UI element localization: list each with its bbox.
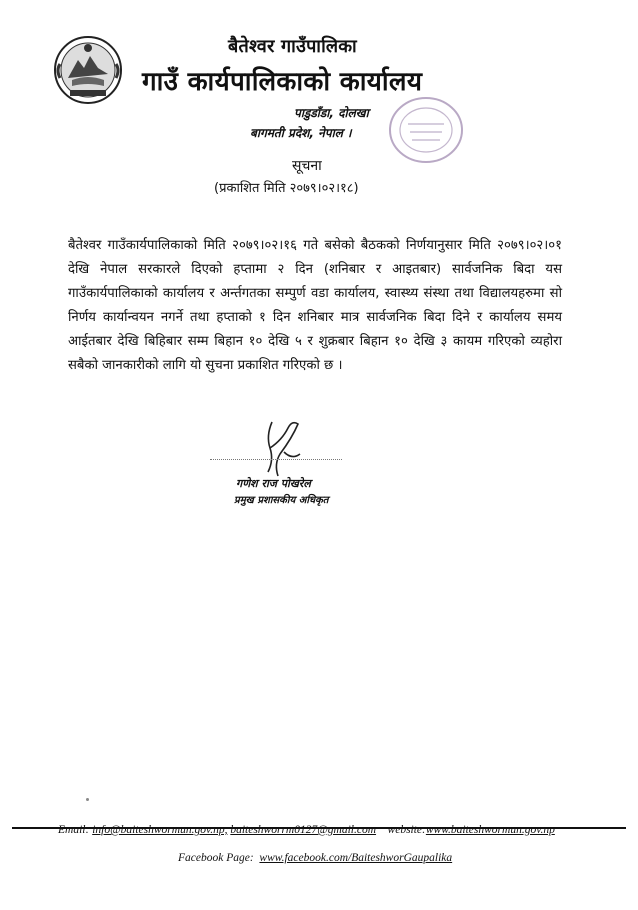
speck [86,798,89,801]
published-date: (प्रकाशित मिति २०७९।०२।१८) [214,181,359,196]
email-label: Email: [58,824,90,836]
municipality-name: बैतेश्वर गाउँपालिका [228,36,357,57]
website-label: website: [387,824,426,836]
website-link[interactable]: www.baiteshwormun.gov.np [425,824,555,836]
email-link-2[interactable]: baiteshworrm0127@gmail.com [230,824,377,836]
address-line-2: बागमती प्रदेश, नेपाल । [250,126,352,140]
notice-body [68,234,562,378]
office-stamp [386,94,466,166]
contact-line [58,824,555,836]
notice-paragraph: बैतेश्वर गाउँकार्यपालिकाको मिति २०७९।०२।१६ गते बसेको बैठकको निर्णयानुसार मिति २०७९।०२।०१ देखि नेपाल सरकारले दिएको हप्तामा २ दिन (शनिबार र आइतबार) सार्वजनिक बिदा यस गाउँकार्यपालिकाको कार्यालय र अर्न्तगतका सम्पुर्ण वडा कार्यालय, स्वास्थ्य संस्था तथा विद्यालयहरुमा सो निर्णय कार्यान्वयन नगर्ने तथा हप्ताको १ दिन शनिबार मात्र सार्वजनिक बिदा दिने र कार्यालय समय आईतबार देखि बिहिबार सम्म बिहान १० देखि ५ र शुक्रबार बिहान १० देखि ३ कायम गरिएको व्यहोरा सबैको जानकारीको लागि यो सुचना प्रकाशित गरिएको छ । [68,238,562,373]
facebook-label: Facebook Page: [178,852,254,864]
facebook-link[interactable]: www.facebook.com/BaiteshworGaupalika [259,852,453,864]
signatory-position: प्रमुख प्रशासकीय अधिकृत [234,495,329,506]
signatory-name: गणेश राज पोखरेल [236,477,311,490]
facebook-line [178,852,452,864]
signature-line [210,459,342,460]
email-link-1[interactable]: info@baiteshwormun.gov.np, [92,824,228,836]
office-title: गाउँ कार्यपालिकाको कार्यालय [142,67,423,97]
notice-title: सूचना [292,158,322,174]
footer-rule [12,827,626,829]
nepal-emblem-logo [52,34,124,106]
address-line-1: पाडुडाँडा, दोलखा [294,106,369,120]
